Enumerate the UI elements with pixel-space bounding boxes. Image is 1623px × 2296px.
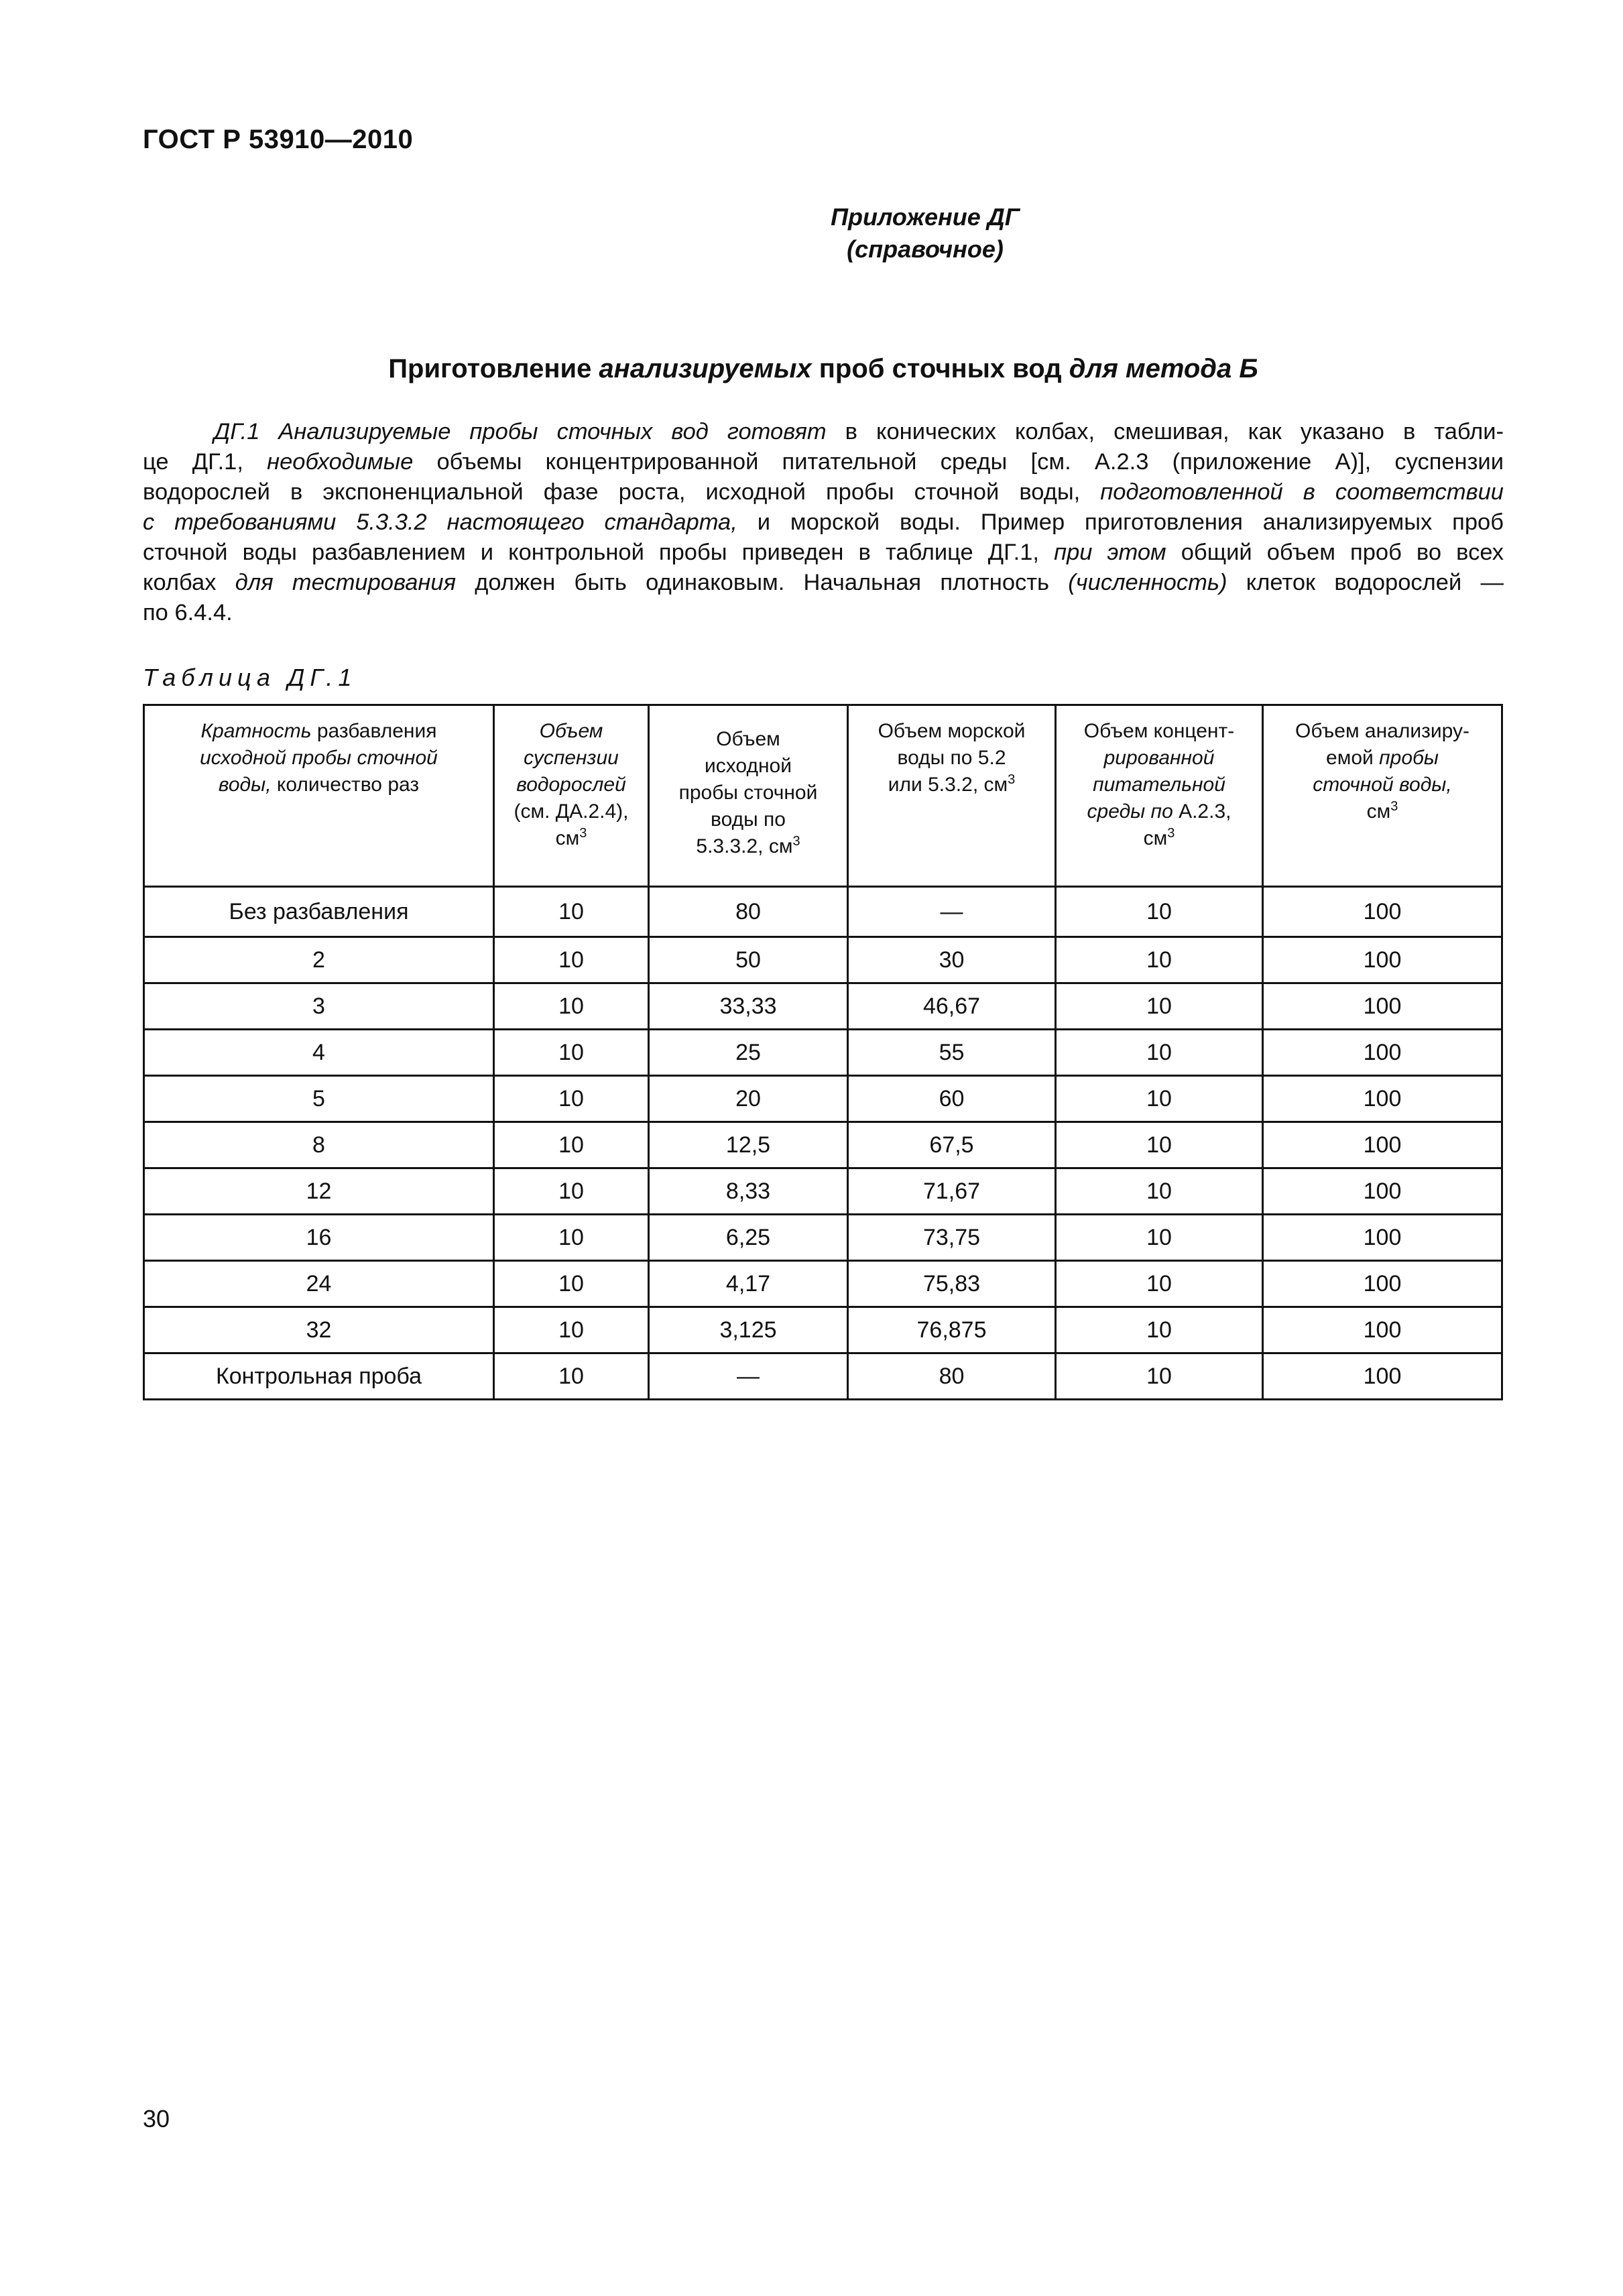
- header-line: воды по 5.2: [897, 747, 1006, 769]
- text-run: сточной воды разбавлением и контрольной пробы приведен в таблице ДГ.1,: [143, 540, 1055, 565]
- table-cell: 30: [848, 937, 1056, 983]
- header-line: [1057, 825, 1262, 852]
- table-cell: 12,5: [649, 1122, 848, 1168]
- document-code: ГОСТ Р 53910—2010: [143, 125, 414, 154]
- column-header-algae-suspension: [494, 705, 649, 887]
- table-row: [144, 1261, 1502, 1307]
- appendix-title: Приложение ДГ: [831, 203, 1020, 231]
- header-line: [1264, 798, 1501, 825]
- text-run: подготовленной в соответствии: [1100, 479, 1504, 505]
- unit-superscript: 3: [1390, 799, 1398, 814]
- text-run: колбах: [143, 570, 235, 595]
- header-line: [1057, 798, 1262, 825]
- text-run: А.2.3,: [1173, 800, 1231, 823]
- text-run: це ДГ.1,: [143, 449, 267, 475]
- table-cell: 100: [1263, 1353, 1502, 1400]
- text-run: по 6.4.4.: [143, 600, 233, 625]
- text-run: общий объем проб во всех: [1166, 540, 1504, 565]
- paragraph-line: [143, 568, 1504, 598]
- unit-superscript: 3: [792, 834, 800, 849]
- table-cell: 10: [494, 1030, 649, 1076]
- table-cell: 100: [1263, 1215, 1502, 1261]
- header-line: Объем морской: [878, 720, 1026, 742]
- table-cell: 10: [494, 1261, 649, 1307]
- table-cell: 10: [1056, 1215, 1263, 1261]
- table-cell: 33,33: [649, 983, 848, 1030]
- appendix-subtitle: (справочное): [847, 235, 1004, 263]
- text-run: должен быть одинаковым. Начальная плотность: [456, 570, 1069, 595]
- table-cell: 10: [494, 1215, 649, 1261]
- header-line: [650, 833, 847, 860]
- header-line: [145, 772, 493, 798]
- text-run: количество раз: [271, 774, 420, 796]
- section-title-part: анализируемых: [599, 354, 812, 383]
- table-cell: 3: [144, 983, 494, 1030]
- table-cell: 10: [494, 887, 649, 937]
- table-cell: 10: [1056, 1353, 1263, 1400]
- header-line: [145, 718, 493, 745]
- table-cell: 10: [1056, 1030, 1263, 1076]
- table-cell: 2: [144, 937, 494, 983]
- table-cell: 10: [494, 1353, 649, 1400]
- header-line: водорослей: [516, 774, 626, 796]
- table-cell: 80: [848, 1353, 1056, 1400]
- header-line: рированной: [1103, 747, 1215, 769]
- text-run: разбавления: [311, 720, 437, 742]
- unit-superscript: 3: [579, 826, 587, 841]
- table-row: [144, 1168, 1502, 1215]
- text-run: при этом: [1054, 540, 1166, 565]
- table-cell: 100: [1263, 1030, 1502, 1076]
- table-cell: 10: [1056, 1307, 1263, 1353]
- table-cell: 5: [144, 1076, 494, 1122]
- table-cell: 80: [649, 887, 848, 937]
- table-row: [144, 1307, 1502, 1353]
- text-run: клеток водорослей —: [1227, 570, 1504, 595]
- table-cell: Без разбавления: [144, 887, 494, 937]
- paragraph-line: [143, 538, 1504, 568]
- header-line: Объем: [716, 728, 780, 750]
- table-cell: —: [649, 1353, 848, 1400]
- header-line: сточной воды,: [1313, 774, 1452, 796]
- paragraph-line: [143, 507, 1504, 538]
- table-cell: 100: [1263, 1168, 1502, 1215]
- table-row: [144, 1030, 1502, 1076]
- table-cell: 10: [494, 937, 649, 983]
- table-row: [144, 1122, 1502, 1168]
- table-cell: 46,67: [848, 983, 1056, 1030]
- header-line: Объем анализиру-: [1295, 720, 1469, 742]
- table-cell: 100: [1263, 1307, 1502, 1353]
- text-run: воды,: [218, 774, 272, 796]
- section-title-part: Приготовление: [388, 354, 599, 383]
- table-row: [144, 1353, 1502, 1400]
- table-cell: 10: [494, 983, 649, 1030]
- table-cell: 25: [649, 1030, 848, 1076]
- table-cell: 4,17: [649, 1261, 848, 1307]
- unit-text: см: [555, 827, 580, 849]
- column-header-nutrient-medium: [1056, 705, 1263, 887]
- table-cell: 60: [848, 1076, 1056, 1122]
- table-cell: 10: [1056, 937, 1263, 983]
- table-cell: 100: [1263, 1261, 1502, 1307]
- table-cell: 50: [649, 937, 848, 983]
- table-cell: 55: [848, 1030, 1056, 1076]
- table-row: [144, 887, 1502, 937]
- header-line: [495, 825, 648, 852]
- table-cell: 100: [1263, 983, 1502, 1030]
- table-cell: 10: [1056, 1261, 1263, 1307]
- table-cell: —: [848, 887, 1056, 937]
- text-run: ДГ.1 Анализируемые пробы сточных вод готовят: [214, 419, 827, 444]
- table-cell: 10: [494, 1076, 649, 1122]
- header-line: питательной: [1093, 774, 1225, 796]
- text-run: (численность): [1068, 570, 1227, 595]
- text-run: среды по: [1087, 800, 1173, 823]
- header-line: суспензии: [524, 747, 619, 769]
- text-run: пробы: [1379, 747, 1439, 769]
- table-row: [144, 1215, 1502, 1261]
- unit-text: см: [1143, 827, 1168, 849]
- table-cell: 75,83: [848, 1261, 1056, 1307]
- table-cell: 10: [1056, 983, 1263, 1030]
- column-header-dilution-factor: [144, 705, 494, 887]
- table-cell: 100: [1263, 1076, 1502, 1122]
- table-cell: 10: [1056, 1076, 1263, 1122]
- table-cell: 3,125: [649, 1307, 848, 1353]
- page-number: 30: [143, 2105, 170, 2132]
- body-paragraph: [143, 417, 1504, 628]
- header-line: [1264, 745, 1501, 772]
- table-cell: 12: [144, 1168, 494, 1215]
- table-row: [144, 937, 1502, 983]
- table-cell: 71,67: [848, 1168, 1056, 1215]
- paragraph-line: [143, 417, 1504, 447]
- paragraph-line: [143, 477, 1504, 507]
- header-line: исходной пробы сточной: [200, 747, 438, 769]
- table-cell: Контрольная проба: [144, 1353, 494, 1400]
- text-run: Кратность: [200, 720, 312, 742]
- table-row: [144, 1076, 1502, 1122]
- appendix-heading: [724, 201, 1126, 265]
- table-header-row: [144, 705, 1502, 887]
- table-cell: 32: [144, 1307, 494, 1353]
- text-run: емой: [1326, 747, 1380, 769]
- table-cell: 24: [144, 1261, 494, 1307]
- column-header-analyzed-sample: [1263, 705, 1502, 887]
- text-run: с требованиями 5.3.3.2 настоящего стандарта,: [143, 509, 737, 535]
- table-cell: 73,75: [848, 1215, 1056, 1261]
- unit-superscript: 3: [1167, 826, 1175, 841]
- unit-text: 5.3.3.2, см: [696, 835, 793, 857]
- table-cell: 100: [1263, 887, 1502, 937]
- paragraph-line: [143, 447, 1504, 477]
- header-line: исходной: [705, 755, 792, 777]
- table-cell: 10: [1056, 1122, 1263, 1168]
- text-run: объемы концентрированной питательной среды [см. А.2.3 (приложение А)], суспензии: [413, 449, 1504, 475]
- table-cell: 4: [144, 1030, 494, 1076]
- header-line: Объем: [539, 720, 603, 742]
- unit-text: см: [1366, 800, 1391, 823]
- text-run: для тестирования: [235, 570, 457, 595]
- text-run: и морской воды. Пример приготовления анализируемых проб: [737, 509, 1504, 535]
- unit-text: или 5.3.2, см: [888, 774, 1008, 796]
- table-cell: 6,25: [649, 1215, 848, 1261]
- header-line: (см. ДА.2.4),: [514, 800, 629, 823]
- section-title: [143, 354, 1504, 384]
- table-cell: 67,5: [848, 1122, 1056, 1168]
- column-header-seawater: [848, 705, 1056, 887]
- text-run: водорослей в экспоненциальной фазе роста, исходной пробы сточной воды,: [143, 479, 1101, 505]
- table-row: [144, 983, 1502, 1030]
- header-line: пробы сточной: [678, 782, 818, 804]
- header-line: Объем концент-: [1083, 720, 1235, 742]
- table-cell: 8: [144, 1122, 494, 1168]
- table-cell: 10: [494, 1168, 649, 1215]
- table-cell: 20: [649, 1076, 848, 1122]
- table-body: [144, 887, 1502, 1400]
- table-cell: 100: [1263, 1122, 1502, 1168]
- table-cell: 100: [1263, 937, 1502, 983]
- table-cell: 16: [144, 1215, 494, 1261]
- table-caption: Таблица ДГ.1: [143, 664, 357, 691]
- table-cell: 10: [1056, 887, 1263, 937]
- table-cell: 10: [494, 1122, 649, 1168]
- table-cell: 10: [494, 1307, 649, 1353]
- header-line: воды по: [711, 808, 786, 831]
- table-cell: 76,875: [848, 1307, 1056, 1353]
- dilution-table: [143, 704, 1503, 1400]
- unit-superscript: 3: [1008, 772, 1016, 787]
- section-title-part: проб сточных вод: [811, 354, 1069, 383]
- header-line: [849, 772, 1055, 798]
- paragraph-line: [143, 598, 1504, 628]
- table-cell: 10: [1056, 1168, 1263, 1215]
- section-title-part: для метода Б: [1069, 354, 1258, 383]
- text-run: необходимые: [267, 449, 414, 475]
- text-run: в конических колбах, смешивая, как указано в табли-: [826, 419, 1504, 444]
- table-cell: 8,33: [649, 1168, 848, 1215]
- column-header-source-sample: [649, 705, 848, 887]
